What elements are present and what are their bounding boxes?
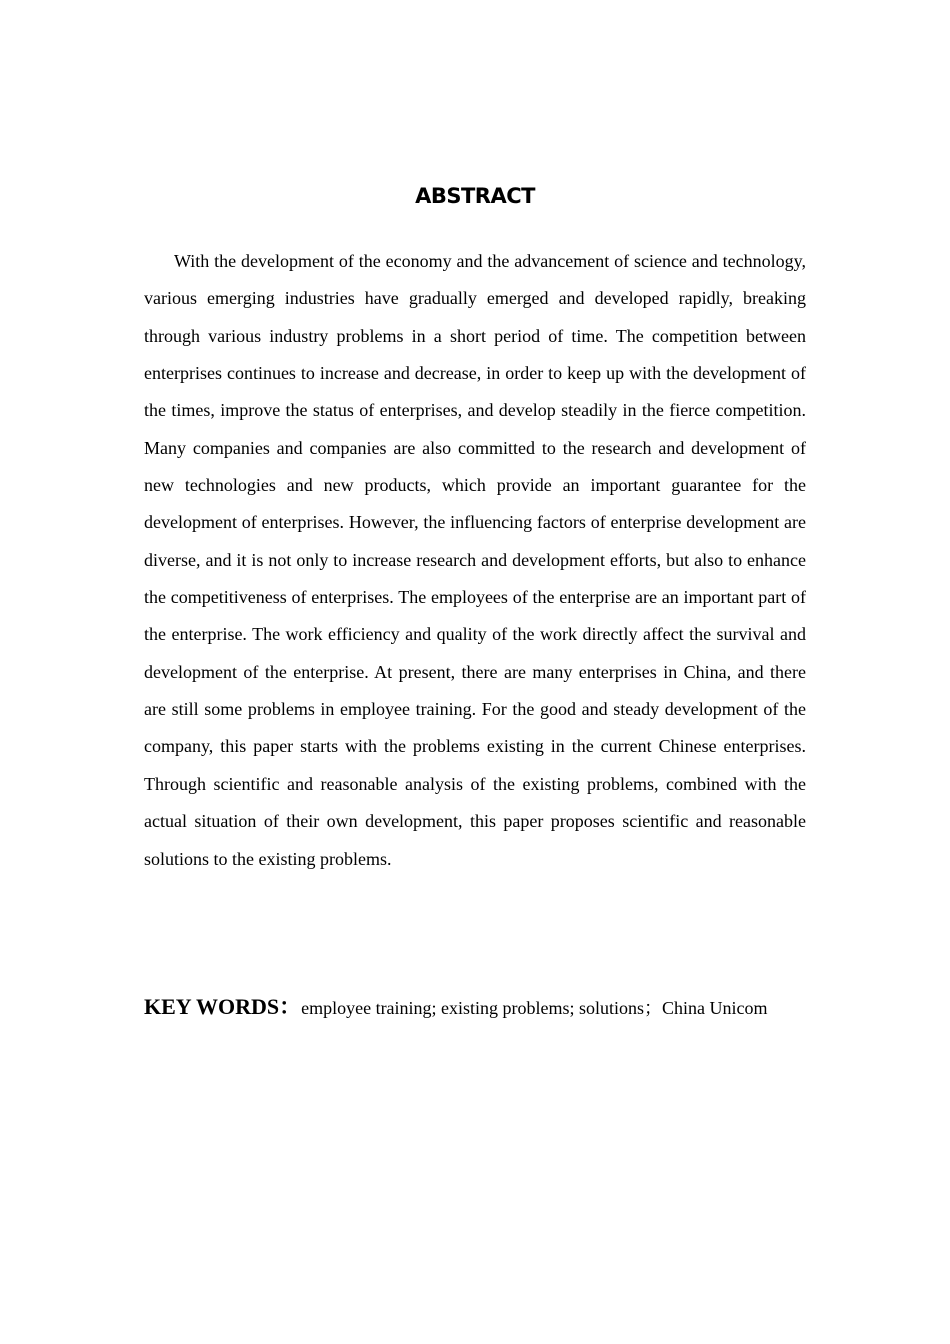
abstract-paragraph: With the development of the economy and the advancement of science and technology, various emerging industries have gradually emerged and developed rapidly, breaking through various industry problems in a short period of time. The competition between enterprises continues to increase and decrease, in order to keep up with the development of the times, improve the status of enterprises, and develop steadily in the fierce competition. Many companies and companies are also committed to the research and development of new technologies and new products, which provide an important guarantee for the development of enterprises. However, the influencing factors of enterprise development are diverse, and it is not only to increase research and development efforts, but also to enhance the competitiveness of enterprises. The employees of the enterprise are an important part of the enterprise. The work efficiency and quality of the work directly affect the survival and development of the enterprise. At present, there are many enterprises in China, and there are still some problems in employee training. For the good and steady development of the company, this paper starts with the problems existing in the current Chinese enterprises. Through scientific and reasonable analysis of the existing problems, combined with the actual situation of their own development, this paper proposes scientific and reasonable solutions to the existing problems. <box>144 251 806 869</box>
keywords-label: KEY WORDS： <box>144 994 302 1019</box>
keywords-line <box>144 990 844 1021</box>
keywords-text: employee training; existing problems; solutions；China Unicom <box>301 998 768 1018</box>
abstract-heading: ABSTRACT <box>415 184 535 208</box>
